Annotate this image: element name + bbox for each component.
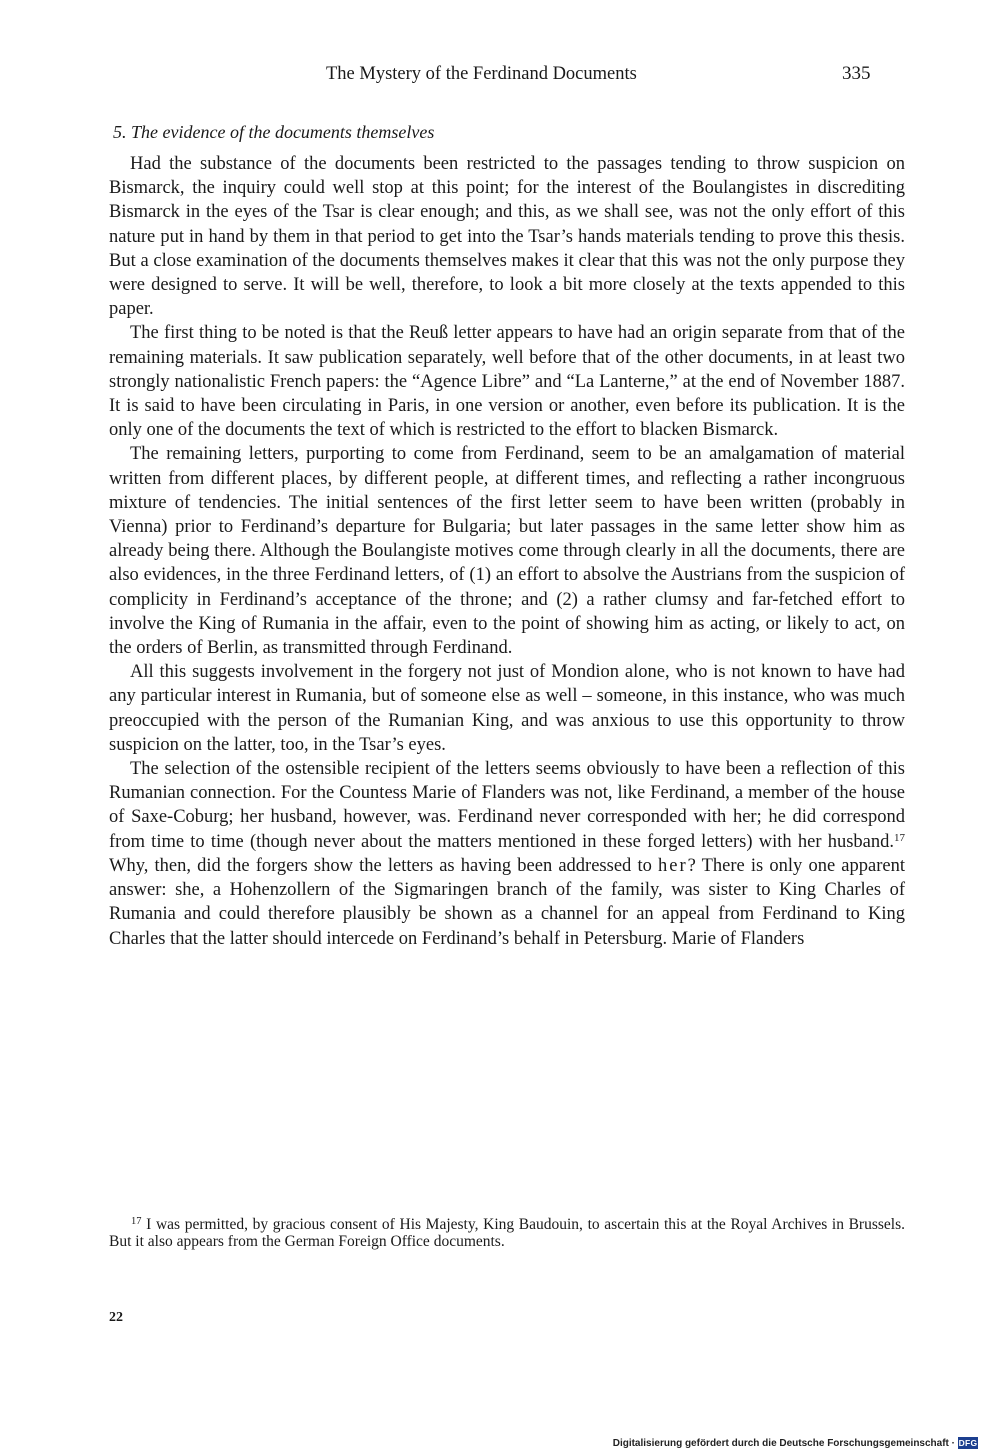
- section-heading: 5. The evidence of the documents themselves: [113, 122, 435, 142]
- dfg-logo-icon: DFG: [958, 1438, 978, 1448]
- paragraph: Had the substance of the documents been restricted to the passages tending to throw suspicion on Bismarck, the inquiry could well stop at this point; for the interest of the Boulangistes in discrediting Bismarck in the eyes of the Tsar is clear enough; and this, as we shall see, was not the only effort of this nature put in hand by them in that period to get into the Tsar’s hands materials tending to prove this thesis. But a close examination of the documents themselves makes it clear that this was not the only purpose they were designed to serve. It will be well, therefore, to look a bit more closely at the texts appended to this paper.: [109, 154, 905, 320]
- paragraph: The remaining letters, purporting to come from Ferdinand, seem to be an amalgamation of material written from different places, by different people, at different times, and reflecting a rather incongruous mixture of tendencies. The initial sentences of the first letter seem to have been written (probably in Vienna) prior to Ferdinand’s departure for Bulgaria; but later passages in the same letter show him as already being there. Although the Boulangiste motives come through clearly in all the documents, there are also evidences, in the three Ferdinand letters, of (1) an effort to absolve the Austrians from the suspicion of complicity in Ferdinand’s acceptance of the throne; and (2) a rather clumsy and far-fetched effort to involve the King of Rumania in the affair, even to the point of showing him as acting, or likely to act, on the orders of Berlin, as transmitted through Ferdinand.: [109, 444, 905, 659]
- credit-text: Digitalisierung gefördert durch die Deutsche Forschungsgemeinschaft ·: [612, 1437, 955, 1449]
- paragraph-text: ? There is only one apparent answer: she, a Hohenzollern of the Sigmaringen branch of the family, was sister to King Charles of Rumania and could therefore plausibly be shown as a channel for an appeal from Ferdinand to King Charles that the latter should intercede on Ferdinand’s behalf in Petersburg. Marie of Flanders: [109, 855, 905, 949]
- footnote-body: I was permitted, by gracious consent of His Majesty, King Baudouin, to ascertain this at the Royal Archives in Brussels. But it also appears from the German Foreign Office documents.: [109, 1216, 905, 1250]
- paragraph-text: The selection of the ostensible recipient of the letters seems obviously to have been a reflection of this Rumanian connection. For the Countess Marie of Flanders was not, like Ferdinand, a member of the house of Saxe-Coburg; her husband, however, was. Ferdinand never corresponded with her; he did correspond from time to time (though never about the matters mentioned in these forged letters) with her husband.: [109, 759, 905, 852]
- body-text: [109, 152, 905, 951]
- emphasized-word: her: [657, 855, 688, 876]
- paragraph: All this suggests involvement in the forgery not just of Mondion alone, who is not known to have had any particular interest in Rumania, but of someone else as well – someone, in this instance, who was much preoccupied with the person of the Rumanian King, and was anxious to use this opportunity to throw suspicion on the latter, too, in the Tsar’s eyes.: [109, 662, 905, 755]
- digitization-credit: [613, 1437, 978, 1449]
- footnote-reference: 17: [894, 831, 905, 844]
- paragraph-text: Why, then, did the forgers show the letters as having been addressed to: [109, 855, 658, 876]
- footnote-text: [109, 1217, 905, 1251]
- running-title: The Mystery of the Ferdinand Documents: [326, 64, 637, 84]
- paragraph: [109, 757, 905, 951]
- signature-mark: 22: [109, 1310, 123, 1325]
- footnote: [109, 1217, 905, 1251]
- running-header: [0, 64, 1000, 94]
- footnote-number: 17: [131, 1216, 142, 1227]
- paragraph: The first thing to be noted is that the Reuß letter appears to have had an origin separate from that of the remaining materials. It saw publication separately, well before that of the other documents, in at least two strongly nationalistic French papers: the “Agence Libre” and “La Lanterne,” at the end of November 1887. It is said to have been circulating in Paris, in one version or another, even before its publication. It is the only one of the documents the text of which is restricted to the effort to blacken Bismarck.: [109, 323, 905, 441]
- page-number: 335: [842, 63, 871, 84]
